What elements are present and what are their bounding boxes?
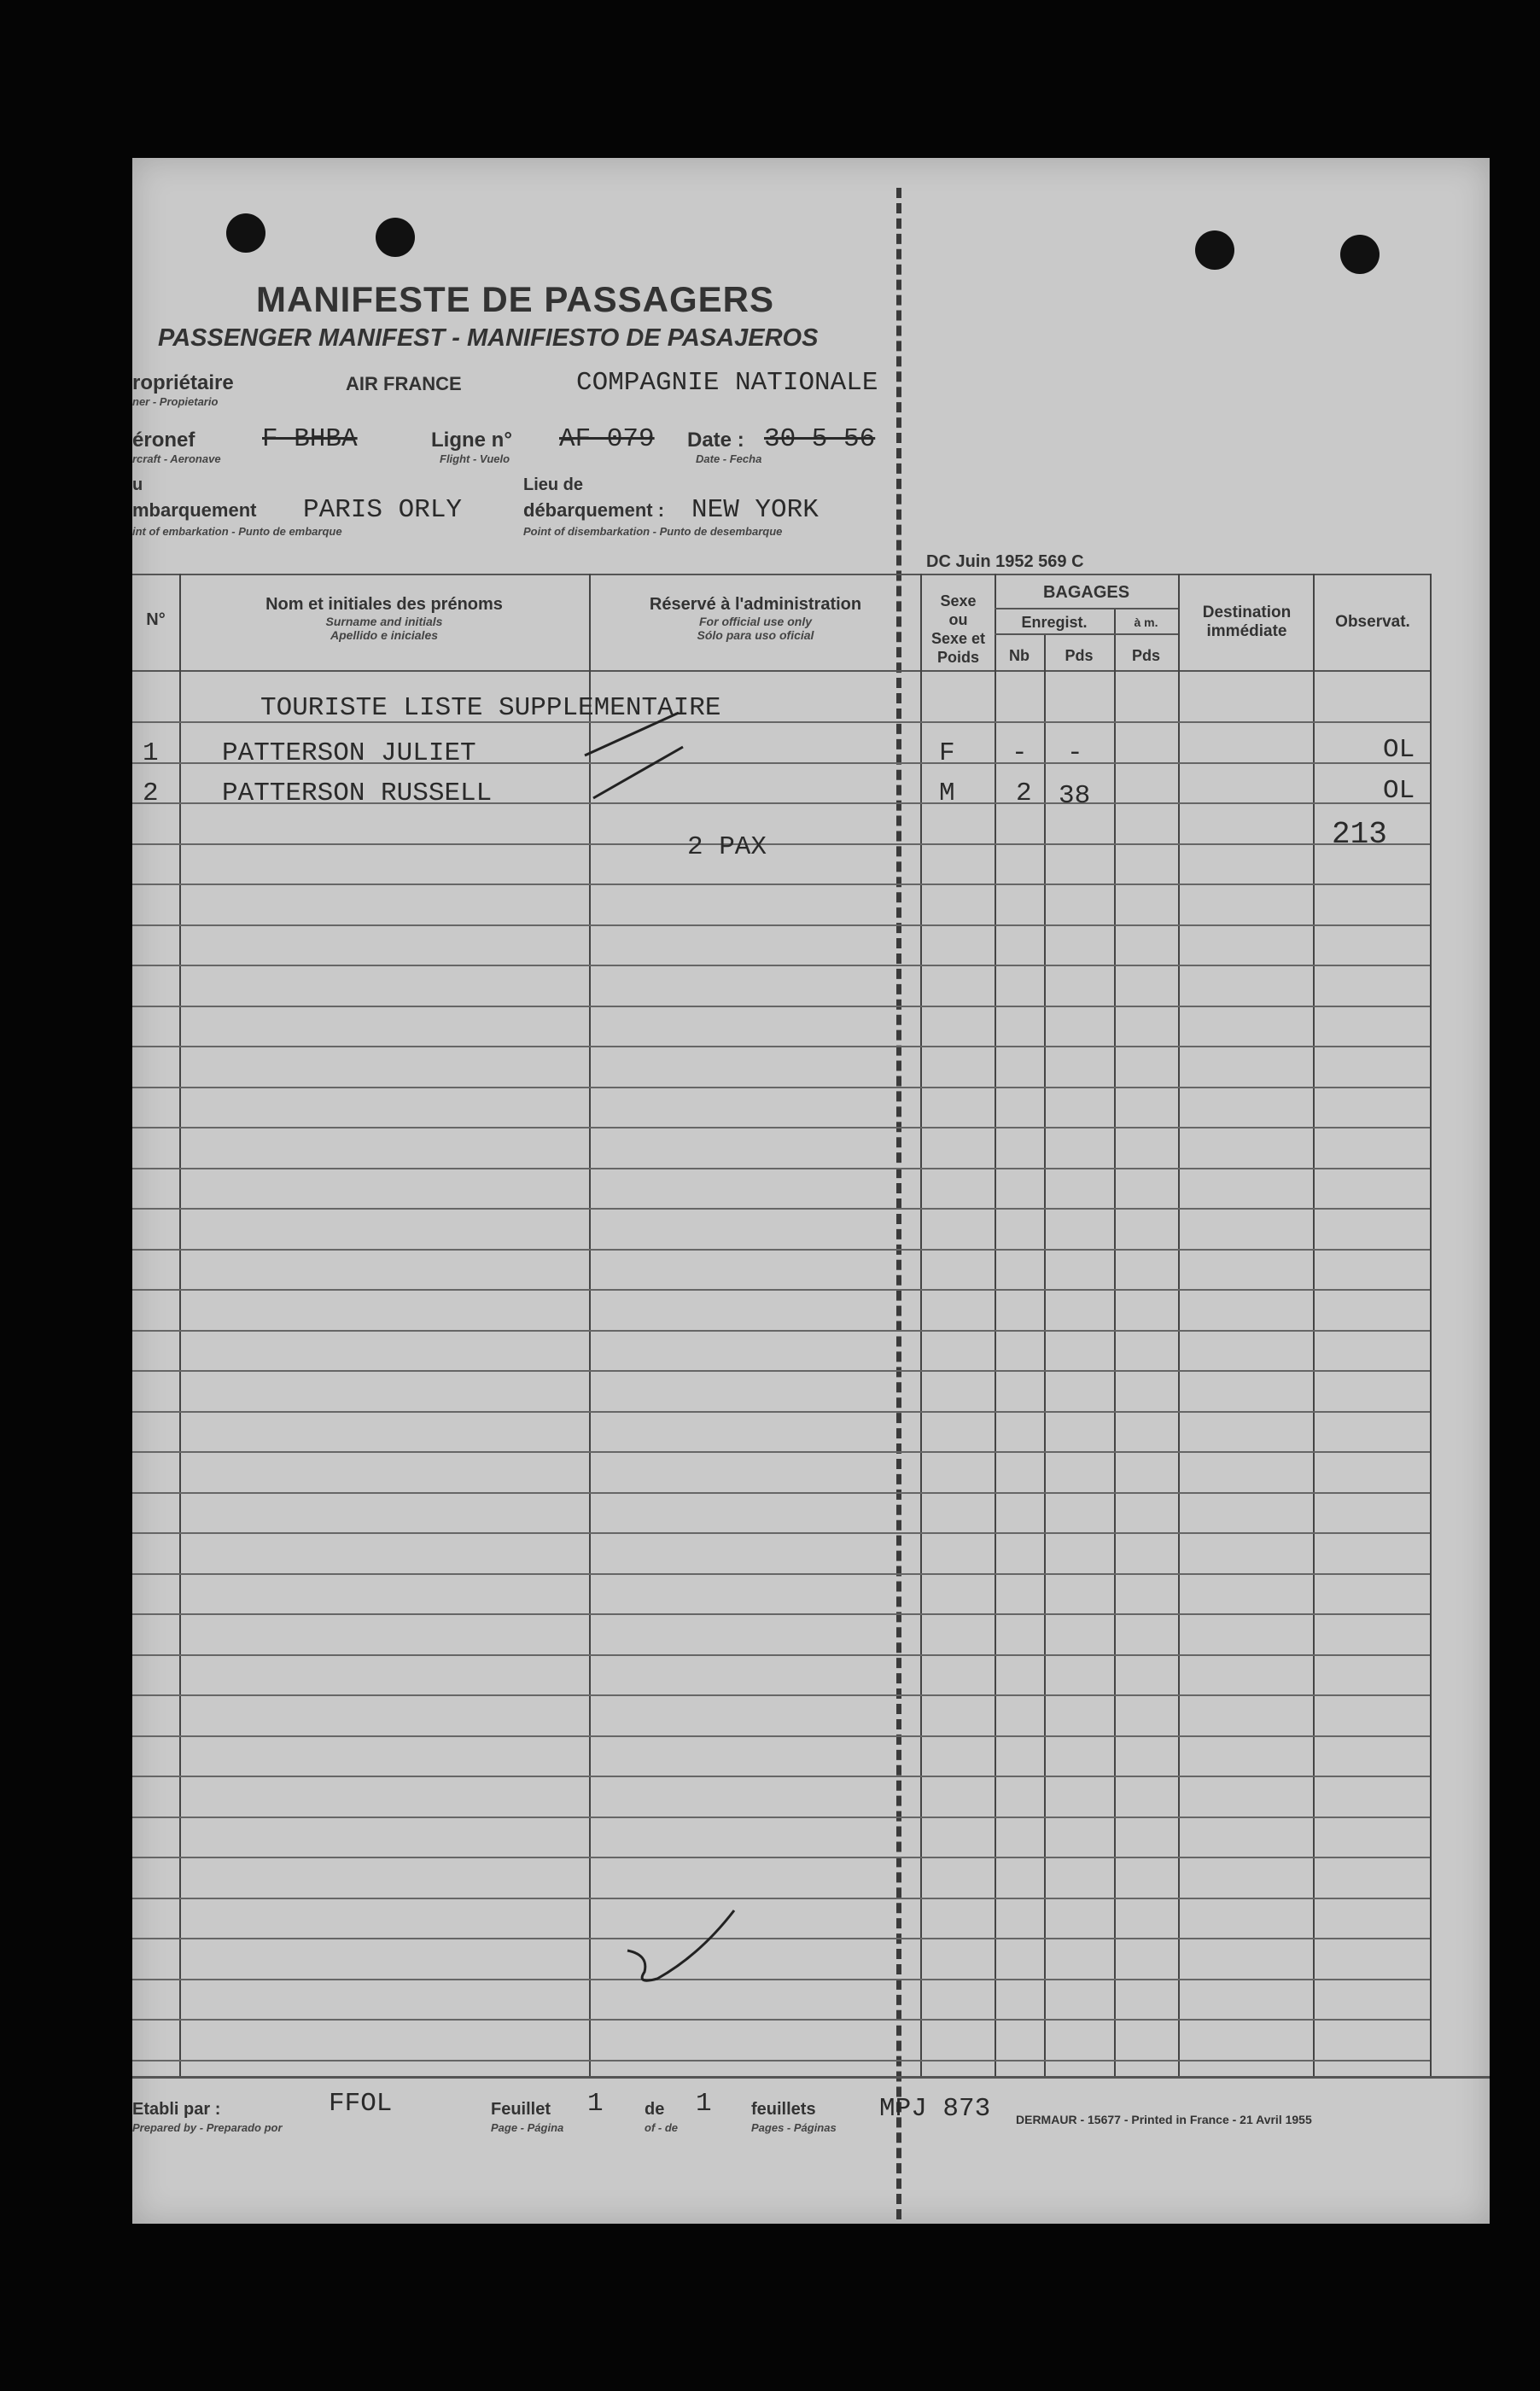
row-rule — [132, 1208, 1430, 1210]
feuillets-label: feuillets — [751, 2100, 816, 2119]
passenger-pds: 38 — [1059, 781, 1091, 811]
row-rule — [132, 2019, 1430, 2021]
debarquement-label: débarquement : — [523, 499, 665, 521]
col-header-destination-1: Destination — [1202, 604, 1292, 621]
de-label: de — [645, 2100, 665, 2119]
section-label: TOURISTE LISTE SUPPLEMENTAIRE — [260, 693, 721, 723]
proprietaire-value: COMPAGNIE NATIONALE — [576, 368, 878, 398]
feuillets-sub: Pages - Páginas — [751, 2121, 837, 2134]
proprietaire-printed: AIR FRANCE — [346, 373, 462, 394]
row-rule — [132, 1857, 1430, 1858]
row-rule — [132, 843, 1430, 845]
page-title: MANIFESTE DE PASSAGERS — [256, 279, 774, 319]
row-rule — [132, 1817, 1430, 1818]
col-header-main: à m. — [1134, 615, 1158, 629]
row-rule — [132, 1127, 1430, 1128]
col-header-name: Nom et initiales des prénoms — [265, 595, 503, 614]
manifest-sheet — [132, 158, 1490, 2224]
col-line-pds — [1114, 608, 1116, 2076]
row-rule — [132, 1613, 1430, 1615]
embarquement-sub: int of embarkation - Punto de embarque — [132, 525, 342, 538]
de-sub: of - de — [645, 2121, 678, 2134]
bagages-subline — [995, 608, 1178, 609]
proprietaire-sub: ner - Propietario — [132, 395, 219, 408]
embarquement-label: mbarquement — [132, 499, 257, 521]
col-line-nb — [1044, 633, 1046, 2076]
row-rule — [132, 1411, 1430, 1413]
row-rule — [132, 1735, 1430, 1737]
col-line-right — [1430, 574, 1432, 2076]
feuillet-value: 1 — [587, 2089, 604, 2119]
col-line-admin — [920, 574, 922, 2076]
punch-hole — [1195, 230, 1234, 270]
col-header-sexe-2: ou — [948, 611, 968, 628]
de-value: 1 — [696, 2089, 712, 2119]
row-rule — [132, 1087, 1430, 1088]
debarquement-sub: Point of disembarkation - Punto de desembarque — [523, 525, 783, 538]
feuillet-sub: Page - Página — [491, 2121, 564, 2134]
table-header-bottom-line — [132, 670, 1430, 672]
row-rule — [132, 965, 1430, 966]
page-subtitle: PASSENGER MANIFEST - MANIFIESTO DE PASAJEROS — [158, 324, 819, 352]
row-rule — [132, 1532, 1430, 1534]
col-header-observ: Observat. — [1335, 613, 1410, 631]
passenger-nb: - — [1012, 738, 1028, 768]
embarquement-value: PARIS ORLY — [303, 495, 463, 525]
proprietaire-label: ropriétaire — [132, 371, 234, 394]
col-header-admin-sub2: Sólo para uso oficial — [697, 628, 814, 642]
etabli-label: Etabli par : — [132, 2100, 221, 2119]
passenger-sex: M — [939, 779, 955, 808]
etabli-sub: Prepared by - Preparado por — [132, 2121, 283, 2134]
col-header-main-pds: Pds — [1131, 647, 1160, 664]
passenger-observ: OL — [1383, 776, 1415, 806]
row-rule — [132, 1289, 1430, 1291]
col-header-bagages: BAGAGES — [1042, 583, 1130, 602]
punch-hole — [376, 218, 415, 257]
passenger-name: PATTERSON JULIET — [222, 738, 476, 768]
col-line-no — [179, 574, 181, 2076]
punch-hole — [226, 213, 265, 253]
table-top-line — [132, 574, 1430, 575]
row-rule — [132, 1046, 1430, 1047]
feuillet-label: Feuillet — [491, 2100, 551, 2119]
check-mark-icon — [623, 1904, 743, 1989]
ligne-sub: Flight - Vuelo — [440, 452, 510, 465]
check-mark-icon — [576, 709, 687, 802]
punch-hole — [1340, 235, 1380, 274]
col-header-no: N° — [146, 610, 166, 629]
passenger-no: 1 — [143, 738, 159, 768]
row-rule — [132, 1370, 1430, 1372]
date-value: 30-5-56 — [764, 424, 876, 454]
ligne-value: AF 079 — [559, 424, 655, 454]
col-header-name-sub2: Apellido e iniciales — [330, 628, 439, 642]
col-header-enregist: Enregist. — [1021, 614, 1088, 631]
passenger-observ: OL — [1383, 735, 1415, 765]
ligne-label: Ligne n° — [431, 429, 512, 452]
aeronef-sub: rcraft - Aeronave — [132, 452, 221, 465]
observ-extra: 213 — [1332, 817, 1387, 852]
col-header-sexe-1: Sexe — [940, 592, 977, 609]
total-pax: 2 PAX — [687, 832, 767, 862]
col-line-main — [1178, 574, 1180, 2076]
fold-line — [896, 188, 901, 2219]
date-label: Date : — [687, 429, 744, 452]
printer-line: DERMAUR - 15677 - Printed in France - 21 Avril 1955 — [1016, 2113, 1312, 2126]
col-header-destination-2: immédiate — [1206, 622, 1287, 640]
date-sub: Date - Fecha — [696, 452, 762, 465]
row-rule — [132, 1249, 1430, 1251]
row-rule — [132, 1654, 1430, 1656]
aeronef-value: F BHBA — [262, 424, 358, 454]
row-rule — [132, 884, 1430, 885]
row-rule — [132, 1330, 1430, 1332]
row-rule — [132, 1979, 1430, 1980]
col-header-nb: Nb — [1009, 647, 1030, 664]
passenger-no: 2 — [143, 779, 159, 808]
row-rule — [132, 1776, 1430, 1777]
col-header-name-sub1: Surname and initials — [325, 615, 443, 628]
col-line-dest — [1313, 574, 1315, 2076]
col-line-sexe — [995, 574, 996, 2076]
col-header-sexe-4: Poids — [936, 649, 979, 666]
row-rule — [132, 1898, 1430, 1899]
row-rule — [132, 1451, 1430, 1453]
row-rule — [132, 1938, 1430, 1939]
stamp-number: MPJ 873 — [879, 2094, 991, 2124]
row-rule — [132, 1168, 1430, 1169]
aeronef-label: éronef — [132, 429, 195, 452]
row-rule — [132, 2060, 1430, 2062]
col-header-admin-sub1: For official use only — [699, 615, 812, 628]
col-header-pds: Pds — [1065, 647, 1094, 664]
col-header-sexe-3: Sexe et — [930, 630, 986, 647]
form-code: DC Juin 1952 569 C — [926, 552, 1084, 571]
enregist-subline — [995, 633, 1178, 635]
row-rule — [132, 1492, 1430, 1494]
row-rule — [132, 1573, 1430, 1575]
passenger-nb: 2 — [1016, 779, 1032, 808]
passenger-name: PATTERSON RUSSELL — [222, 779, 493, 808]
row-rule — [132, 1694, 1430, 1696]
passenger-sex: F — [939, 738, 955, 768]
etabli-value: FFOL — [329, 2089, 393, 2119]
row-rule — [132, 1006, 1430, 1007]
debarquement-label-top: Lieu de — [523, 475, 584, 494]
footer-line — [132, 2076, 1490, 2079]
embarquement-label-top: u — [132, 475, 143, 494]
passenger-pds: - — [1067, 738, 1083, 768]
col-header-admin: Réservé à l'administration — [649, 595, 862, 614]
debarquement-value: NEW YORK — [691, 495, 819, 525]
row-rule — [132, 924, 1430, 926]
